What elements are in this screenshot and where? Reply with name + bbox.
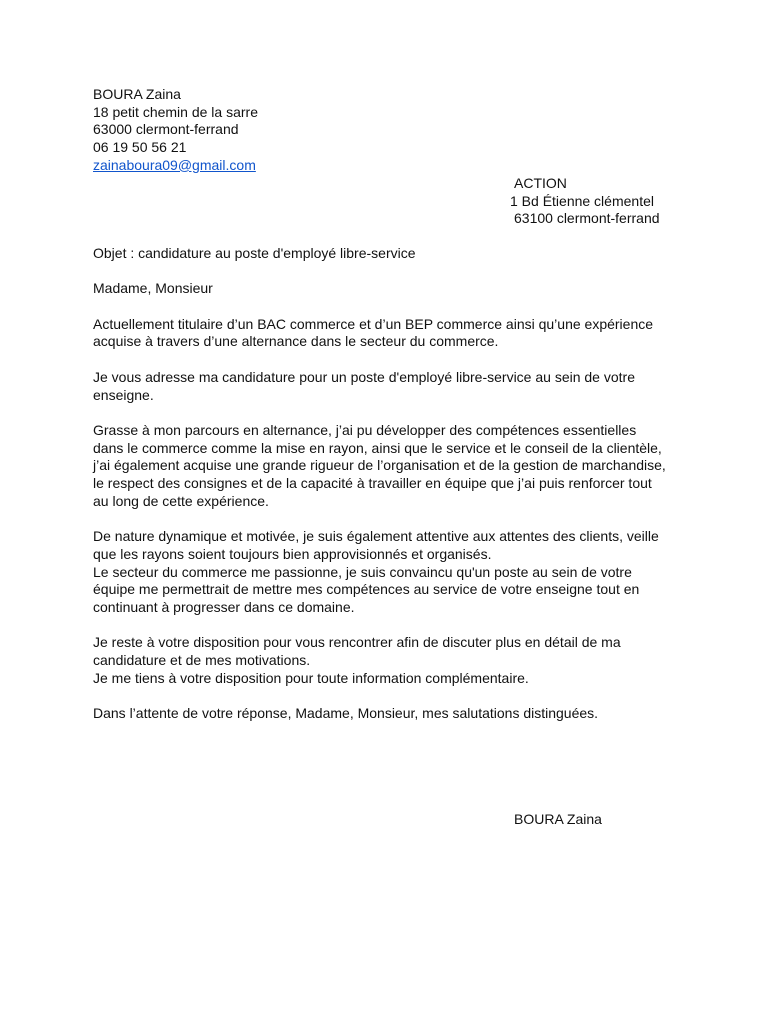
- recipient-address-block: [510, 175, 660, 228]
- paragraph-line: Je reste à votre disposition pour vous rencontrer afin de discuter plus en détail de ma: [93, 634, 621, 651]
- recipient-name: ACTION: [514, 175, 567, 191]
- sender-email-link[interactable]: zainaboura09@gmail.com: [93, 156, 256, 173]
- paragraph-line: Le secteur du commerce me passionne, je suis convaincu qu'un poste au sein de votre: [93, 563, 632, 580]
- paragraph-line: De nature dynamique et motivée, je suis également attentive aux attentes des clients, veille: [93, 528, 659, 545]
- sender-phone: 06 19 50 56 21: [93, 139, 187, 156]
- paragraph-skills: [93, 422, 693, 511]
- paragraph-line: équipe me permettrait de mettre mes compétences au service de votre enseigne tout en: [93, 581, 640, 598]
- sender-name: BOURA Zaina: [93, 86, 181, 102]
- paragraph-availability: [93, 634, 693, 669]
- letter-body: [93, 245, 693, 741]
- paragraph-line: candidature et de mes motivations.: [93, 652, 311, 669]
- letter-signature: BOURA Zaina: [514, 811, 602, 827]
- paragraph-line: Actuellement titulaire d’un BAC commerce et d’un BEP commerce ainsi qu’une expérience: [93, 315, 654, 332]
- recipient-street: 1 Bd Étienne clémentel: [510, 192, 654, 209]
- paragraph-information: [93, 670, 693, 688]
- paragraph-line: acquise à travers d’une alternance dans le secteur du commerce.: [93, 333, 499, 350]
- letter-subject: Objet : candidature au poste d'employé libre-service: [93, 245, 416, 261]
- paragraph-line: j’ai également acquise une grande rigueur de l’organisation et de la gestion de marchandise,: [93, 457, 666, 474]
- paragraph-line: continuant à progresser dans ce domaine.: [93, 598, 355, 615]
- paragraph-line: Je vous adresse ma candidature pour un poste d'employé libre-service au sein de votre: [93, 368, 635, 385]
- paragraph-line: au long de cette expérience.: [93, 492, 269, 509]
- paragraph-line: dans le commerce comme la mise en rayon, ainsi que le service et le conseil de la clientèle,: [93, 439, 662, 456]
- sender-city: 63000 clermont-ferrand: [93, 121, 239, 138]
- paragraph-line: enseigne.: [93, 386, 154, 403]
- paragraph-qualifications: [93, 316, 693, 351]
- paragraph-line: Grasse à mon parcours en alternance, j’ai pu développer des compétences essentielles: [93, 421, 637, 438]
- paragraph-line: Je me tiens à votre disposition pour toute information complémentaire.: [93, 669, 529, 686]
- sender-street: 18 petit chemin de la sarre: [93, 103, 258, 120]
- sender-address-block: [93, 86, 258, 175]
- paragraph-personality: [93, 528, 693, 563]
- letter-closing: Dans l’attente de votre réponse, Madame, Monsieur, mes salutations distinguées.: [93, 705, 599, 722]
- letter-salutation: Madame, Monsieur: [93, 280, 213, 297]
- paragraph-motivation: [93, 564, 693, 617]
- paragraph-application: [93, 369, 693, 404]
- paragraph-line: le respect des consignes et de la capacité à travailler en équipe que j’ai puis renforcer tout: [93, 475, 652, 492]
- recipient-city: 63100 clermont-ferrand: [514, 210, 660, 227]
- paragraph-line: que les rayons soient toujours bien approvisionnés et organisés.: [93, 545, 492, 562]
